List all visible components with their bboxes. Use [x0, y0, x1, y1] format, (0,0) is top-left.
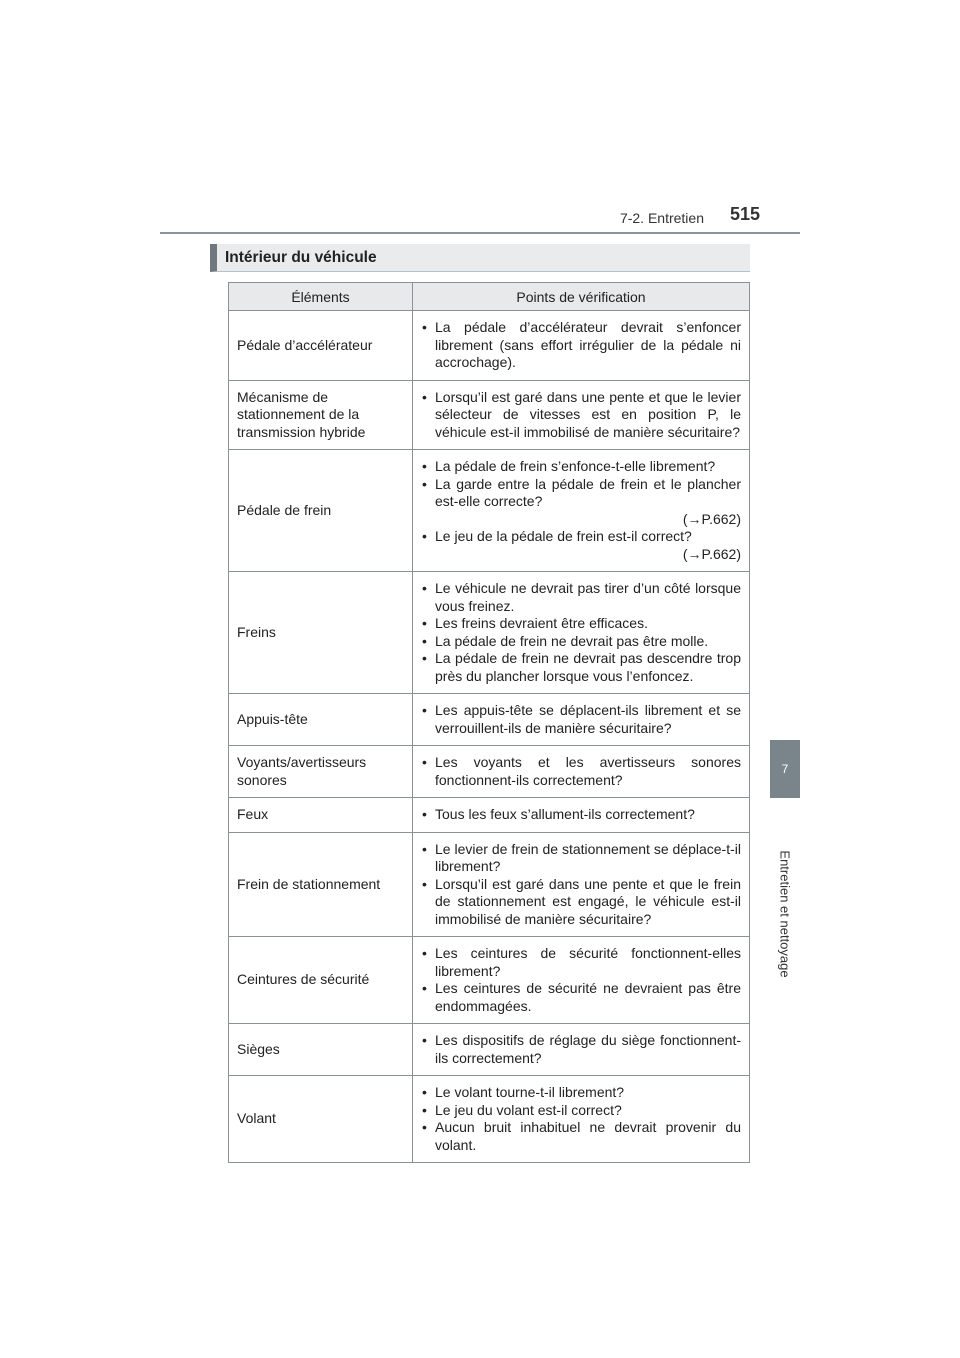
- section-heading: [210, 244, 750, 272]
- check-point-text: La garde entre la pédale de frein et le plancher est-elle correcte?: [435, 475, 741, 509]
- check-point-item: [421, 1119, 741, 1154]
- table-body: [229, 311, 750, 1163]
- table-row: [229, 746, 750, 798]
- table-row: [229, 798, 750, 833]
- check-point-item: [421, 980, 741, 1015]
- check-point-item: [421, 1032, 741, 1067]
- check-point-item: [421, 458, 741, 476]
- check-point-text: Lorsqu’il est garé dans une pente et que le levier sélecteur de vitesses est en position P, le véhicule est-il immobilisé de manière sécuritaire?: [435, 388, 741, 440]
- check-point-text: Les appuis-tête se déplacent-ils librement et se verrouillent-ils de manière sécuritaire?: [435, 702, 741, 736]
- check-points-cell: [413, 832, 750, 937]
- item-cell: Sièges: [229, 1024, 413, 1076]
- check-point-text: Les ceintures de sécurité fonctionnent-elles librement?: [435, 945, 741, 979]
- check-point-item: [421, 876, 741, 929]
- table-row: [229, 937, 750, 1024]
- check-point-item: [421, 650, 741, 685]
- check-points-cell: [413, 694, 750, 746]
- check-points-cell: [413, 1024, 750, 1076]
- check-point-item: [421, 806, 741, 824]
- check-point-item: [421, 389, 741, 442]
- item-cell: Pédale d’accélérateur: [229, 311, 413, 381]
- item-cell: Freins: [229, 572, 413, 694]
- item-cell: Volant: [229, 1076, 413, 1163]
- chapter-title-wrap: [770, 804, 800, 1024]
- table-row: [229, 380, 750, 450]
- header-rule: [160, 232, 800, 234]
- check-points-cell: [413, 380, 750, 450]
- check-point-item: [421, 1102, 741, 1120]
- check-point-item: [421, 615, 741, 633]
- inspection-table: [228, 282, 750, 1163]
- check-point-item: [421, 319, 741, 372]
- check-point-text: Le véhicule ne devrait pas tirer d’un côté lorsque vous freinez.: [435, 580, 741, 614]
- page-reference-link[interactable]: (→P.662): [682, 545, 741, 562]
- section-heading-text: Intérieur du véhicule: [225, 249, 377, 266]
- table-row: [229, 1024, 750, 1076]
- check-point-item: [421, 702, 741, 737]
- check-point-text: Le jeu du volant est-il correct?: [435, 1101, 622, 1118]
- check-points-cell: [413, 798, 750, 833]
- section-reference: 7-2. Entretien: [619, 210, 704, 226]
- table-header-row: [229, 283, 750, 311]
- table-row: [229, 832, 750, 937]
- check-point-item: [421, 754, 741, 789]
- table-row: [229, 694, 750, 746]
- page-reference-link[interactable]: (→P.662): [682, 510, 741, 527]
- check-point-item: [421, 476, 741, 529]
- check-points-cell: [413, 746, 750, 798]
- check-points-cell: [413, 311, 750, 381]
- check-points-cell: [413, 937, 750, 1024]
- item-cell: Pédale de frein: [229, 450, 413, 572]
- check-point-text: Les voyants et les avertisseurs sonores fonctionnent-ils correctement?: [435, 754, 741, 788]
- item-cell: Mécanisme de stationnement de la transmission hybride: [229, 380, 413, 450]
- check-points-cell: [413, 450, 750, 572]
- check-point-item: [421, 633, 741, 651]
- check-point-item: [421, 841, 741, 876]
- check-point-text: La pédale de frein ne devrait pas descendre trop près du plancher lorsque vous l’enfoncez.: [435, 650, 741, 684]
- check-point-text: Les ceintures de sécurité ne devraient pas être endommagées.: [435, 980, 741, 1014]
- check-point-item: [421, 1084, 741, 1102]
- item-cell: Feux: [229, 798, 413, 833]
- item-cell: Voyants/avertisseurs sonores: [229, 746, 413, 798]
- check-point-text: Les dispositifs de réglage du siège fonctionnent-ils correctement?: [435, 1032, 741, 1066]
- check-point-text: La pédale d’accélérateur devrait s’enfoncer librement (sans effort irrégulier de la pédale ni accrochage).: [435, 319, 741, 370]
- check-point-text: La pédale de frein ne devrait pas être molle.: [435, 632, 709, 649]
- table-row: [229, 450, 750, 572]
- check-point-text: Le volant tourne-t-il librement?: [435, 1084, 625, 1100]
- check-point-text: La pédale de frein s’enfonce-t-elle librement?: [435, 458, 716, 474]
- column-header-items: Éléments: [229, 283, 413, 311]
- page-header: [160, 200, 800, 234]
- table-row: [229, 572, 750, 694]
- chapter-title: Entretien et nettoyage: [777, 850, 793, 978]
- check-point-item: [421, 945, 741, 980]
- check-points-cell: [413, 572, 750, 694]
- check-point-text: Tous les feux s’allument-ils correctement?: [435, 806, 695, 822]
- check-point-text: Aucun bruit inhabituel ne devrait provenir du volant.: [435, 1119, 741, 1153]
- table-row: [229, 311, 750, 381]
- item-cell: Appuis-tête: [229, 694, 413, 746]
- table-row: [229, 1076, 750, 1163]
- chapter-side-tab: [770, 740, 800, 1040]
- column-header-points: Points de vérification: [413, 283, 750, 311]
- check-points-cell: [413, 1076, 750, 1163]
- check-point-item: [421, 528, 741, 563]
- check-point-text: Le levier de frein de stationnement se déplace-t-il librement?: [435, 840, 741, 874]
- item-cell: Ceintures de sécurité: [229, 937, 413, 1024]
- page-number: 515: [729, 204, 760, 224]
- check-point-text: Lorsqu’il est garé dans une pente et que le frein de stationnement est engagé, le véhicule est-il immobilisé de manière sécuritaire?: [435, 875, 741, 927]
- check-point-text: Le jeu de la pédale de frein est-il correct?: [435, 528, 692, 544]
- check-point-text: Les freins devraient être efficaces.: [435, 615, 648, 631]
- chapter-number: 7: [770, 740, 800, 798]
- item-cell: Frein de stationnement: [229, 832, 413, 937]
- check-point-item: [421, 580, 741, 615]
